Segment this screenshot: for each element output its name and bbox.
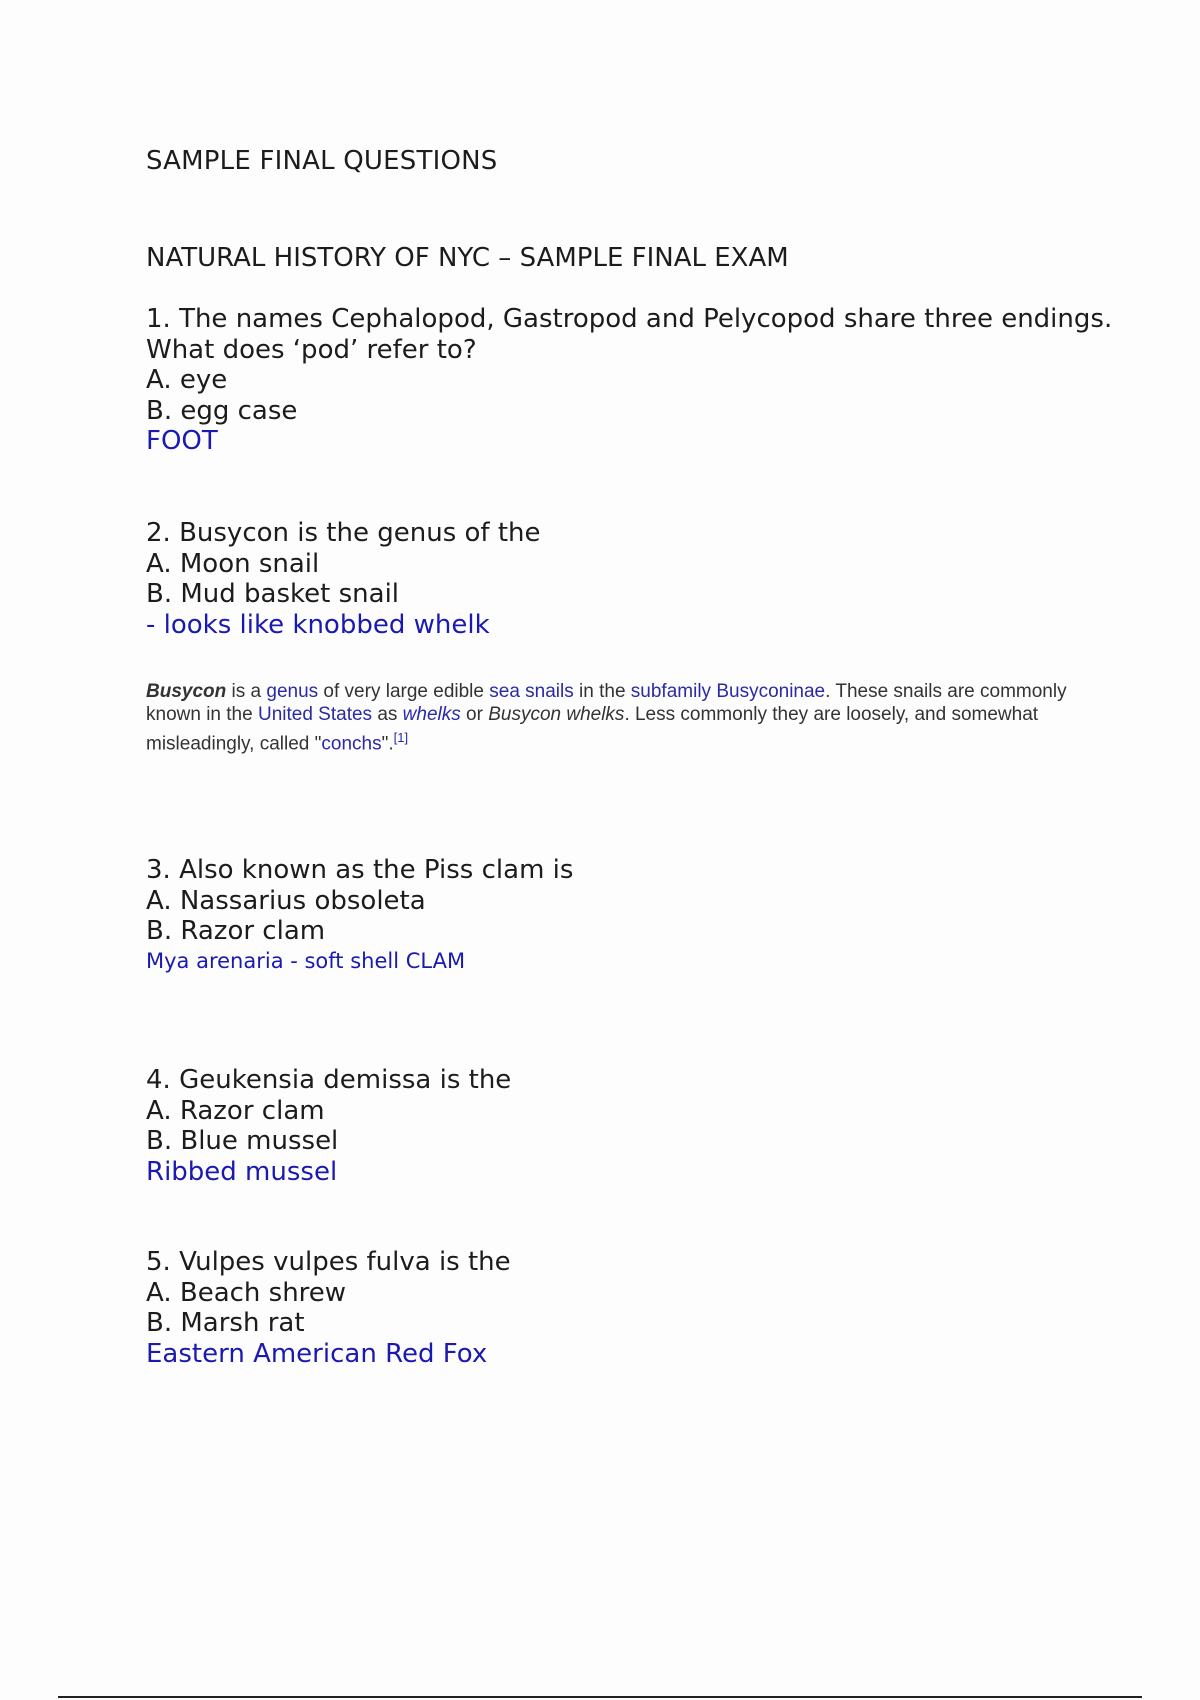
option-a: A. Nassarius obsoleta (146, 885, 426, 916)
option-a: A. Moon snail (146, 548, 320, 579)
answer-note: Eastern American Red Fox (146, 1338, 488, 1369)
option-a: A. eye (146, 365, 228, 395)
excerpt-link-conchs[interactable]: conchs (321, 733, 382, 755)
question-5 (146, 1247, 1096, 1369)
excerpt-term: Busycon (146, 681, 227, 702)
excerpt-text: ". (381, 733, 394, 755)
option-b: B. Blue mussel (146, 1126, 339, 1156)
option-b: B. egg case (146, 395, 298, 426)
document-heading: SAMPLE FINAL QUESTIONS (146, 146, 498, 176)
busycon-excerpt (146, 680, 1086, 755)
excerpt-link-whelks[interactable]: whelks (402, 704, 461, 725)
answer-note: FOOT (146, 426, 218, 456)
excerpt-text: . Less commonly they are loosely, and somewhat misleadingly, called " (146, 704, 1039, 755)
answer-note: Mya arenaria - soft shell CLAM (146, 948, 466, 973)
excerpt-link-genus[interactable]: genus (266, 681, 319, 702)
option-a: A. Beach shrew (146, 1277, 347, 1308)
question-text: What does ‘pod’ refer to? (146, 334, 477, 365)
question-text: 5. Vulpes vulpes fulva is the (146, 1247, 511, 1277)
excerpt-link-united-states[interactable]: United States (257, 704, 373, 725)
excerpt-link-sea-snails[interactable]: sea snails (489, 681, 574, 702)
excerpt-link-busyconinae[interactable]: Busyconinae (716, 681, 826, 702)
question-text: 3. Also known as the Piss clam is (146, 855, 574, 885)
excerpt-italic-busycon-whelks: Busycon whelks (488, 704, 625, 725)
answer-note: - looks like knobbed whelk (146, 609, 490, 640)
option-b: B. Mud basket snail (146, 579, 400, 609)
question-3 (146, 855, 1096, 975)
citation-link[interactable]: [1] (393, 730, 409, 745)
question-text: 4. Geukensia demissa is the (146, 1065, 512, 1095)
question-2 (146, 518, 1096, 640)
question-text: 2. Busycon is the genus of the (146, 518, 541, 548)
option-b: B. Marsh rat (146, 1308, 305, 1338)
excerpt-text: as (372, 704, 403, 725)
excerpt-text: . These snails are commonly known in the (146, 681, 1067, 725)
question-1 (146, 304, 1113, 457)
excerpt-text: is a (226, 681, 267, 702)
excerpt-text: in the (573, 681, 631, 702)
excerpt-link-subfamily[interactable]: subfamily (630, 681, 712, 702)
excerpt-text: of very large edible (318, 681, 490, 702)
option-b: B. Razor clam (146, 916, 326, 946)
question-4 (146, 1065, 1096, 1187)
option-a: A. Razor clam (146, 1095, 325, 1126)
exam-title: NATURAL HISTORY OF NYC – SAMPLE FINAL EXAM (146, 243, 789, 273)
answer-note: Ribbed mussel (146, 1156, 338, 1187)
footer-divider (58, 1696, 1142, 1698)
question-text: 1. The names Cephalopod, Gastropod and Pelycopod share three endings. (146, 304, 1113, 334)
excerpt-text: or (460, 704, 489, 725)
